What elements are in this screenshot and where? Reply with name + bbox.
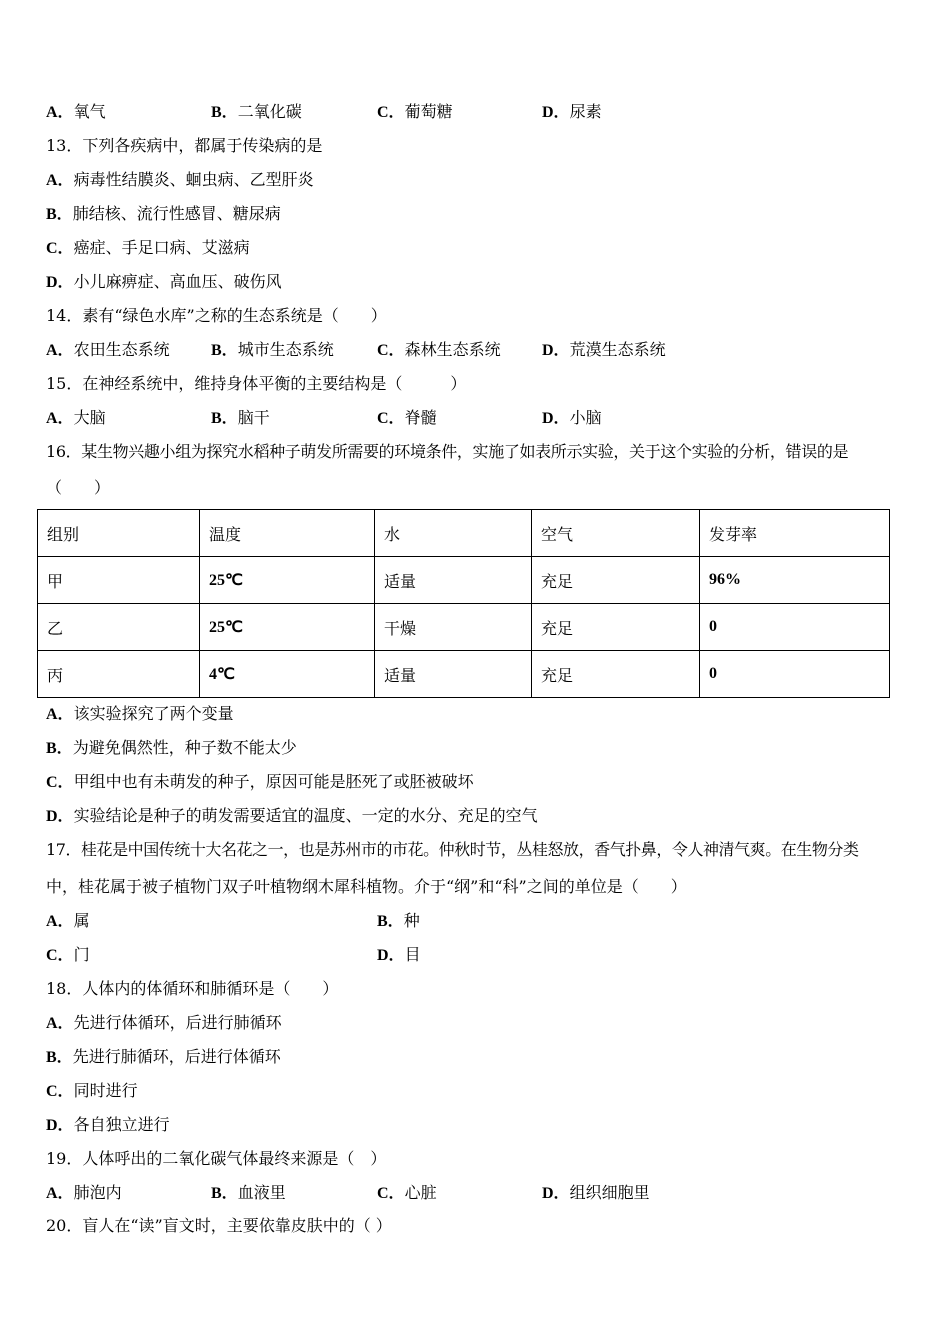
question-17-stem: 17．桂花是中国传统十大名花之一，也是苏州市的市花。仲秋时节，丛桂怒放，香气扑鼻，令人神清气爽。在生物分类 [46,840,859,859]
option-b: B．肺结核、流行性感冒、糖尿病 [46,204,281,223]
question-15-stem: 15．在神经系统中，维持身体平衡的主要结构是（ ） [46,374,467,393]
table-row [38,557,890,604]
table-row [38,604,890,651]
table-cell: 25℃ [200,557,375,604]
table-cell: 25℃ [200,604,375,651]
option-c: C．脊髓 [377,408,437,427]
option-c: C．森林生态系统 [377,340,501,359]
option-a: A．农田生态系统 [46,340,170,359]
option-b: B．脑干 [211,408,270,427]
table-cell: 干燥 [375,604,532,651]
question-16-stem: 16．某生物兴趣小组为探究水稻种子萌发所需要的环境条件，实施了如表所示实验，关于这个实验的分析，错误的是 [46,442,849,461]
table-cell: 充足 [532,604,700,651]
option-d: D．各自独立进行 [46,1115,170,1134]
option-b: B．血液里 [211,1183,286,1202]
option-d: D．尿素 [542,102,602,121]
experiment-table [37,509,890,698]
option-c: C．癌症、手足口病、艾滋病 [46,238,250,257]
option-c: C．葡萄糖 [377,102,453,121]
question-17-stem-cont: 中，桂花属于被子植物门双子叶植物纲木犀科植物。介于“纲”和“科”之间的单位是（ ） [46,877,687,896]
table-header-cell: 空气 [532,510,700,557]
table-cell: 适量 [375,651,532,698]
option-d: D．实验结论是种子的萌发需要适宜的温度、一定的水分、充足的空气 [46,806,538,825]
option-d: D．目 [377,945,421,964]
question-13-stem: 13．下列各疾病中，都属于传染病的是 [46,136,323,155]
option-b: B．城市生态系统 [211,340,334,359]
question-18-stem: 18．人体内的体循环和肺循环是（ ） [46,979,339,998]
question-20-stem: 20．盲人在“读”盲文时，主要依靠皮肤中的（ ） [46,1216,392,1235]
table-header-row [38,510,890,557]
option-c: C．甲组中也有未萌发的种子，原因可能是胚死了或胚被破坏 [46,772,474,791]
option-d: D．小脑 [542,408,602,427]
table-row [38,651,890,698]
option-a: A．氧气 [46,102,106,121]
table-cell: 充足 [532,651,700,698]
option-c: C．门 [46,945,90,964]
option-d: D．小儿麻痹症、高血压、破伤风 [46,272,282,291]
option-a: A．先进行体循环，后进行肺循环 [46,1013,282,1032]
question-16-stem-cont: （ ） [46,478,111,497]
option-d: D．荒漠生态系统 [542,340,666,359]
table-cell: 96% [700,557,890,604]
option-b: B．二氧化碳 [211,102,302,121]
table-cell: 丙 [38,651,200,698]
option-a: A．大脑 [46,408,106,427]
option-b: B．先进行肺循环，后进行体循环 [46,1047,281,1066]
table-cell: 0 [700,604,890,651]
question-14-stem: 14．素有“绿色水库”之称的生态系统是（ ） [46,306,387,325]
table-cell: 4℃ [200,651,375,698]
table-cell: 充足 [532,557,700,604]
option-b: B．为避免偶然性，种子数不能太少 [46,738,297,757]
table-header-cell: 水 [375,510,532,557]
table-header-cell: 发芽率 [700,510,890,557]
option-a: A．病毒性结膜炎、蛔虫病、乙型肝炎 [46,170,314,189]
question-19-stem: 19．人体呼出的二氧化碳气体最终来源是（ ） [46,1149,387,1168]
option-d: D．组织细胞里 [542,1183,650,1202]
option-b: B．种 [377,911,420,930]
table-cell: 乙 [38,604,200,651]
option-a: A．该实验探究了两个变量 [46,704,234,723]
table-cell: 适量 [375,557,532,604]
table-header-cell: 组别 [38,510,200,557]
option-c: C．心脏 [377,1183,437,1202]
option-a: A．肺泡内 [46,1183,122,1202]
table-cell: 0 [700,651,890,698]
table-cell: 甲 [38,557,200,604]
table-header-cell: 温度 [200,510,375,557]
option-c: C．同时进行 [46,1081,138,1100]
option-a: A．属 [46,911,90,930]
